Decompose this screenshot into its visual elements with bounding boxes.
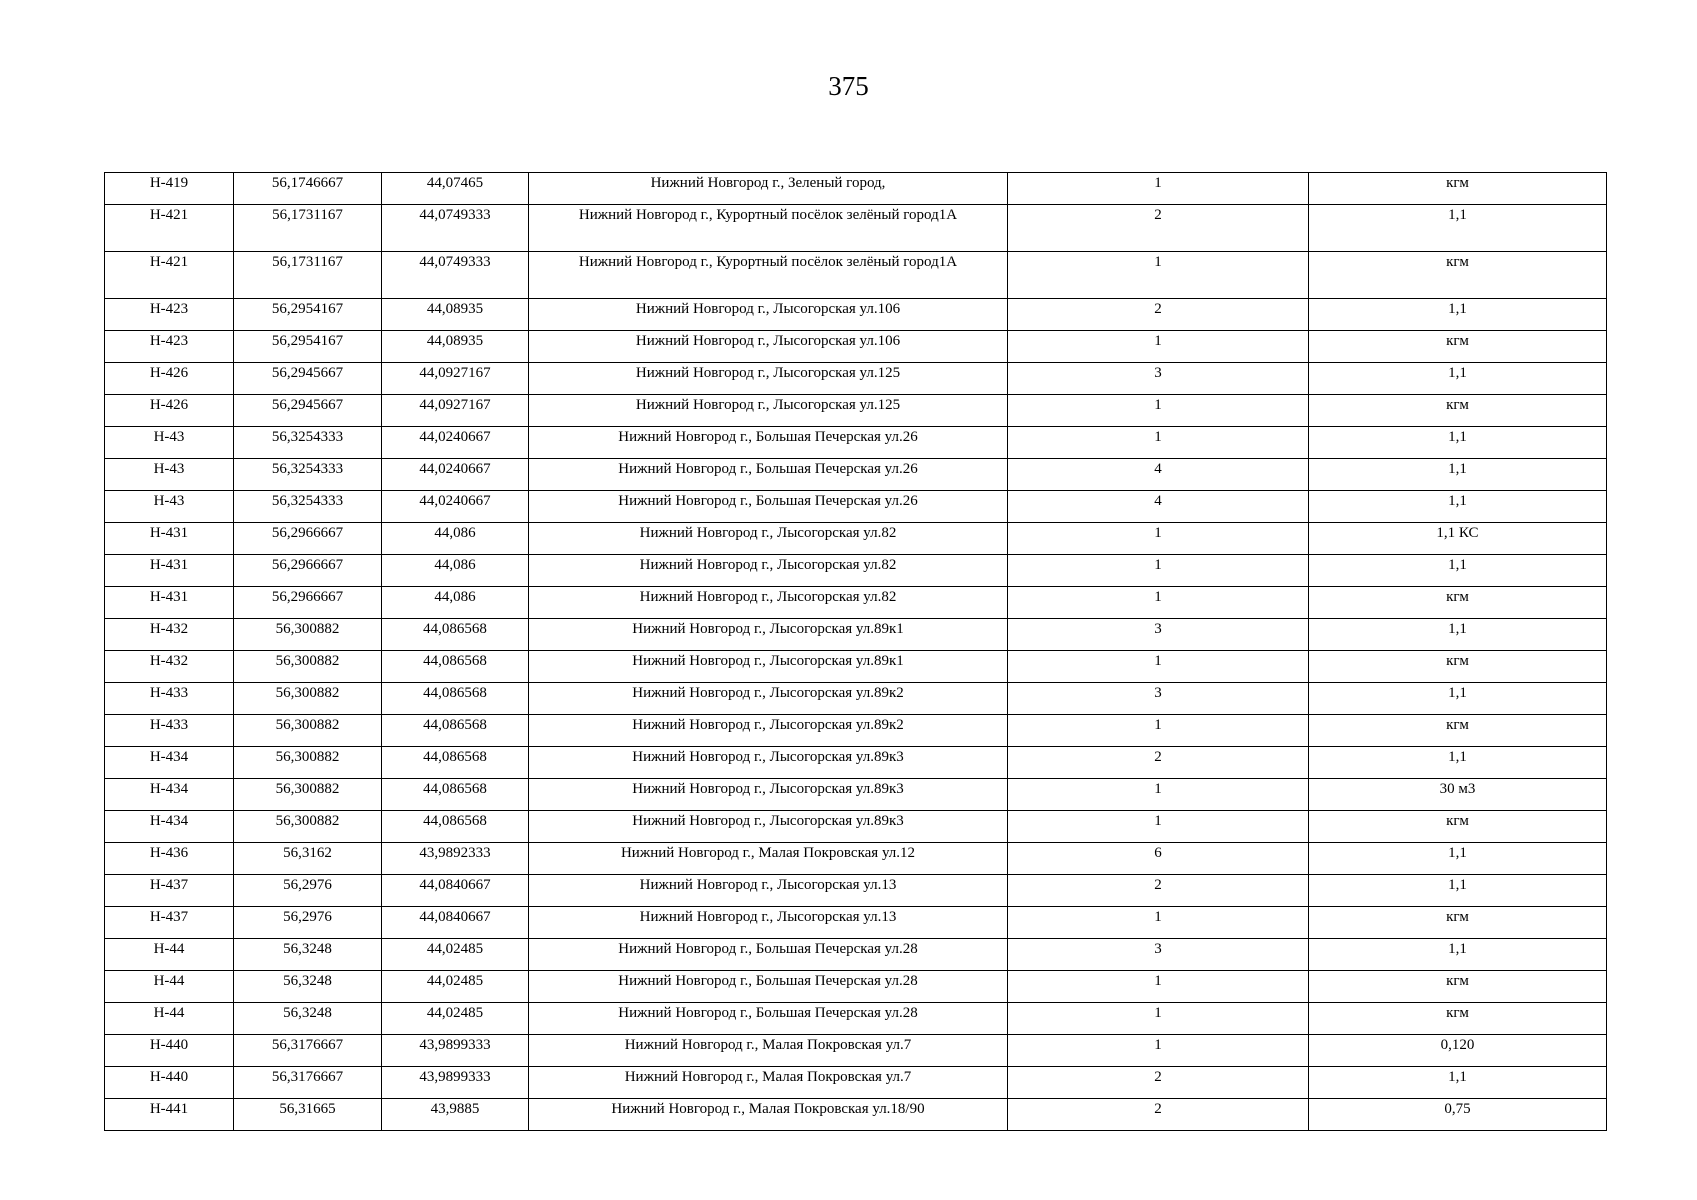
container-volume-cell: 1,1 [1309,491,1607,523]
table-row [105,252,1607,299]
table-row [105,971,1607,1003]
site-code-cell: Н-426 [105,363,234,395]
longitude-cell: 43,9899333 [382,1067,529,1099]
address-cell: Нижний Новгород г., Лысогорская ул.13 [529,875,1008,907]
address-cell: Нижний Новгород г., Большая Печерская ул.26 [529,459,1008,491]
container-count-cell: 2 [1008,205,1309,252]
address-cell: Нижний Новгород г., Лысогорская ул.13 [529,907,1008,939]
latitude-cell: 56,2976 [234,875,382,907]
latitude-cell: 56,300882 [234,747,382,779]
container-volume-cell: 1,1 [1309,1067,1607,1099]
site-code-cell: Н-431 [105,587,234,619]
container-volume-cell: 1,1 [1309,619,1607,651]
table-row [105,331,1607,363]
table-row [105,363,1607,395]
latitude-cell: 56,2945667 [234,395,382,427]
container-count-cell: 2 [1008,299,1309,331]
longitude-cell: 44,0749333 [382,205,529,252]
latitude-cell: 56,3248 [234,939,382,971]
container-count-cell: 1 [1008,427,1309,459]
address-cell: Нижний Новгород г., Лысогорская ул.89к1 [529,619,1008,651]
site-code-cell: Н-421 [105,252,234,299]
container-count-cell: 1 [1008,587,1309,619]
address-cell: Нижний Новгород г., Лысогорская ул.82 [529,555,1008,587]
longitude-cell: 44,086 [382,587,529,619]
site-code-cell: Н-434 [105,747,234,779]
address-cell: Нижний Новгород г., Малая Покровская ул.12 [529,843,1008,875]
site-code-cell: Н-437 [105,907,234,939]
address-cell: Нижний Новгород г., Лысогорская ул.89к2 [529,715,1008,747]
address-cell: Нижний Новгород г., Большая Печерская ул.28 [529,971,1008,1003]
container-volume-cell: кгм [1309,651,1607,683]
site-code-cell: Н-431 [105,523,234,555]
longitude-cell: 44,08935 [382,331,529,363]
table-row [105,395,1607,427]
latitude-cell: 56,300882 [234,651,382,683]
site-code-cell: Н-43 [105,491,234,523]
container-volume-cell: 1,1 [1309,299,1607,331]
table-row [105,651,1607,683]
site-code-cell: Н-43 [105,427,234,459]
container-volume-cell: кгм [1309,173,1607,205]
site-code-cell: Н-434 [105,811,234,843]
container-count-cell: 2 [1008,1067,1309,1099]
address-cell: Нижний Новгород г., Курортный посёлок зелёный город1А [529,205,1008,252]
container-count-cell: 1 [1008,651,1309,683]
longitude-cell: 44,086568 [382,619,529,651]
address-cell: Нижний Новгород г., Лысогорская ул.106 [529,299,1008,331]
container-count-cell: 4 [1008,491,1309,523]
container-volume-cell: 1,1 [1309,843,1607,875]
latitude-cell: 56,300882 [234,779,382,811]
latitude-cell: 56,1746667 [234,173,382,205]
container-volume-cell: 1,1 [1309,683,1607,715]
site-code-cell: Н-426 [105,395,234,427]
table-row [105,459,1607,491]
table-row [105,1067,1607,1099]
table-row [105,587,1607,619]
container-count-cell: 1 [1008,811,1309,843]
latitude-cell: 56,1731167 [234,205,382,252]
longitude-cell: 44,086 [382,523,529,555]
site-code-cell: Н-44 [105,971,234,1003]
latitude-cell: 56,3176667 [234,1067,382,1099]
container-count-cell: 1 [1008,1003,1309,1035]
longitude-cell: 44,02485 [382,971,529,1003]
container-count-cell: 3 [1008,939,1309,971]
site-code-cell: Н-419 [105,173,234,205]
address-cell: Нижний Новгород г., Большая Печерская ул.28 [529,939,1008,971]
longitude-cell: 44,0840667 [382,907,529,939]
address-cell: Нижний Новгород г., Малая Покровская ул.18/90 [529,1099,1008,1131]
site-code-cell: Н-432 [105,651,234,683]
longitude-cell: 44,0240667 [382,427,529,459]
container-volume-cell: кгм [1309,811,1607,843]
longitude-cell: 43,9885 [382,1099,529,1131]
table-row [105,1099,1607,1131]
address-cell: Нижний Новгород г., Курортный посёлок зелёный город1А [529,252,1008,299]
latitude-cell: 56,31665 [234,1099,382,1131]
container-count-cell: 4 [1008,459,1309,491]
site-code-cell: Н-433 [105,683,234,715]
table-row [105,811,1607,843]
site-code-cell: Н-421 [105,205,234,252]
container-volume-cell: кгм [1309,587,1607,619]
longitude-cell: 43,9892333 [382,843,529,875]
table-row [105,779,1607,811]
table-row [105,939,1607,971]
container-count-cell: 3 [1008,619,1309,651]
container-volume-cell: 1,1 [1309,363,1607,395]
longitude-cell: 43,9899333 [382,1035,529,1067]
site-code-cell: Н-434 [105,779,234,811]
table-row [105,299,1607,331]
address-cell: Нижний Новгород г., Лысогорская ул.125 [529,395,1008,427]
table-row [105,715,1607,747]
table-row [105,491,1607,523]
container-count-cell: 6 [1008,843,1309,875]
address-cell: Нижний Новгород г., Лысогорская ул.89к3 [529,811,1008,843]
container-count-cell: 1 [1008,395,1309,427]
longitude-cell: 44,02485 [382,939,529,971]
site-code-cell: Н-44 [105,939,234,971]
address-cell: Нижний Новгород г., Большая Печерская ул.26 [529,427,1008,459]
latitude-cell: 56,300882 [234,619,382,651]
container-count-cell: 1 [1008,779,1309,811]
site-code-cell: Н-44 [105,1003,234,1035]
site-code-cell: Н-431 [105,555,234,587]
latitude-cell: 56,2945667 [234,363,382,395]
container-count-cell: 1 [1008,907,1309,939]
table-row [105,173,1607,205]
table-row [105,683,1607,715]
table-row [105,205,1607,252]
longitude-cell: 44,086568 [382,715,529,747]
container-volume-cell: кгм [1309,395,1607,427]
address-cell: Нижний Новгород г., Малая Покровская ул.7 [529,1067,1008,1099]
latitude-cell: 56,300882 [234,683,382,715]
container-count-cell: 1 [1008,555,1309,587]
page-number: 375 [828,71,869,101]
address-cell: Нижний Новгород г., Лысогорская ул.106 [529,331,1008,363]
address-cell: Нижний Новгород г., Лысогорская ул.89к3 [529,779,1008,811]
container-count-cell: 1 [1008,331,1309,363]
longitude-cell: 44,0840667 [382,875,529,907]
container-volume-cell: 1,1 [1309,939,1607,971]
longitude-cell: 44,02485 [382,1003,529,1035]
table-row [105,523,1607,555]
longitude-cell: 44,086568 [382,747,529,779]
address-cell: Нижний Новгород г., Лысогорская ул.125 [529,363,1008,395]
container-count-cell: 1 [1008,715,1309,747]
container-volume-cell: 1,1 [1309,555,1607,587]
container-volume-cell: 30 м3 [1309,779,1607,811]
container-count-cell: 3 [1008,683,1309,715]
latitude-cell: 56,2954167 [234,299,382,331]
container-volume-cell: 1,1 КС [1309,523,1607,555]
latitude-cell: 56,2976 [234,907,382,939]
container-volume-cell: кгм [1309,907,1607,939]
container-count-cell: 2 [1008,1099,1309,1131]
container-volume-cell: 1,1 [1309,427,1607,459]
latitude-cell: 56,3254333 [234,459,382,491]
container-volume-cell: 1,1 [1309,747,1607,779]
table-row [105,875,1607,907]
address-cell: Нижний Новгород г., Лысогорская ул.82 [529,523,1008,555]
longitude-cell: 44,086568 [382,811,529,843]
longitude-cell: 44,0240667 [382,491,529,523]
site-code-cell: Н-423 [105,299,234,331]
latitude-cell: 56,2966667 [234,555,382,587]
table-row [105,619,1607,651]
latitude-cell: 56,3162 [234,843,382,875]
container-volume-cell: 1,1 [1309,205,1607,252]
latitude-cell: 56,3248 [234,1003,382,1035]
table-row [105,907,1607,939]
address-cell: Нижний Новгород г., Лысогорская ул.89к1 [529,651,1008,683]
latitude-cell: 56,3176667 [234,1035,382,1067]
latitude-cell: 56,2954167 [234,331,382,363]
container-count-cell: 2 [1008,875,1309,907]
latitude-cell: 56,3254333 [234,491,382,523]
latitude-cell: 56,2966667 [234,587,382,619]
container-volume-cell: кгм [1309,331,1607,363]
address-cell: Нижний Новгород г., Зеленый город, [529,173,1008,205]
site-code-cell: Н-441 [105,1099,234,1131]
address-cell: Нижний Новгород г., Малая Покровская ул.7 [529,1035,1008,1067]
table-body [105,173,1607,1131]
container-volume-cell: 1,1 [1309,875,1607,907]
container-count-cell: 3 [1008,363,1309,395]
site-code-cell: Н-436 [105,843,234,875]
container-volume-cell: кгм [1309,252,1607,299]
container-volume-cell: кгм [1309,971,1607,1003]
latitude-cell: 56,3254333 [234,427,382,459]
container-sites-table [104,172,1607,1131]
site-code-cell: Н-432 [105,619,234,651]
table-row [105,427,1607,459]
longitude-cell: 44,086568 [382,651,529,683]
site-code-cell: Н-437 [105,875,234,907]
address-cell: Нижний Новгород г., Большая Печерская ул.28 [529,1003,1008,1035]
container-volume-cell: 1,1 [1309,459,1607,491]
site-code-cell: Н-440 [105,1035,234,1067]
latitude-cell: 56,3248 [234,971,382,1003]
longitude-cell: 44,086568 [382,683,529,715]
longitude-cell: 44,08935 [382,299,529,331]
container-volume-cell: 0,75 [1309,1099,1607,1131]
site-code-cell: Н-440 [105,1067,234,1099]
site-code-cell: Н-43 [105,459,234,491]
longitude-cell: 44,086 [382,555,529,587]
container-count-cell: 1 [1008,1035,1309,1067]
longitude-cell: 44,086568 [382,779,529,811]
address-cell: Нижний Новгород г., Лысогорская ул.89к2 [529,683,1008,715]
longitude-cell: 44,0927167 [382,363,529,395]
latitude-cell: 56,300882 [234,811,382,843]
latitude-cell: 56,2966667 [234,523,382,555]
address-cell: Нижний Новгород г., Лысогорская ул.89к3 [529,747,1008,779]
table-row [105,1035,1607,1067]
table-row [105,555,1607,587]
container-volume-cell: 0,120 [1309,1035,1607,1067]
table-row [105,747,1607,779]
latitude-cell: 56,1731167 [234,252,382,299]
container-volume-cell: кгм [1309,1003,1607,1035]
table-row [105,843,1607,875]
container-count-cell: 1 [1008,252,1309,299]
latitude-cell: 56,300882 [234,715,382,747]
address-cell: Нижний Новгород г., Лысогорская ул.82 [529,587,1008,619]
container-count-cell: 1 [1008,523,1309,555]
longitude-cell: 44,0240667 [382,459,529,491]
address-cell: Нижний Новгород г., Большая Печерская ул.26 [529,491,1008,523]
container-count-cell: 1 [1008,173,1309,205]
longitude-cell: 44,0927167 [382,395,529,427]
table-row [105,1003,1607,1035]
site-code-cell: Н-423 [105,331,234,363]
site-code-cell: Н-433 [105,715,234,747]
longitude-cell: 44,0749333 [382,252,529,299]
longitude-cell: 44,07465 [382,173,529,205]
container-count-cell: 2 [1008,747,1309,779]
container-count-cell: 1 [1008,971,1309,1003]
container-volume-cell: кгм [1309,715,1607,747]
